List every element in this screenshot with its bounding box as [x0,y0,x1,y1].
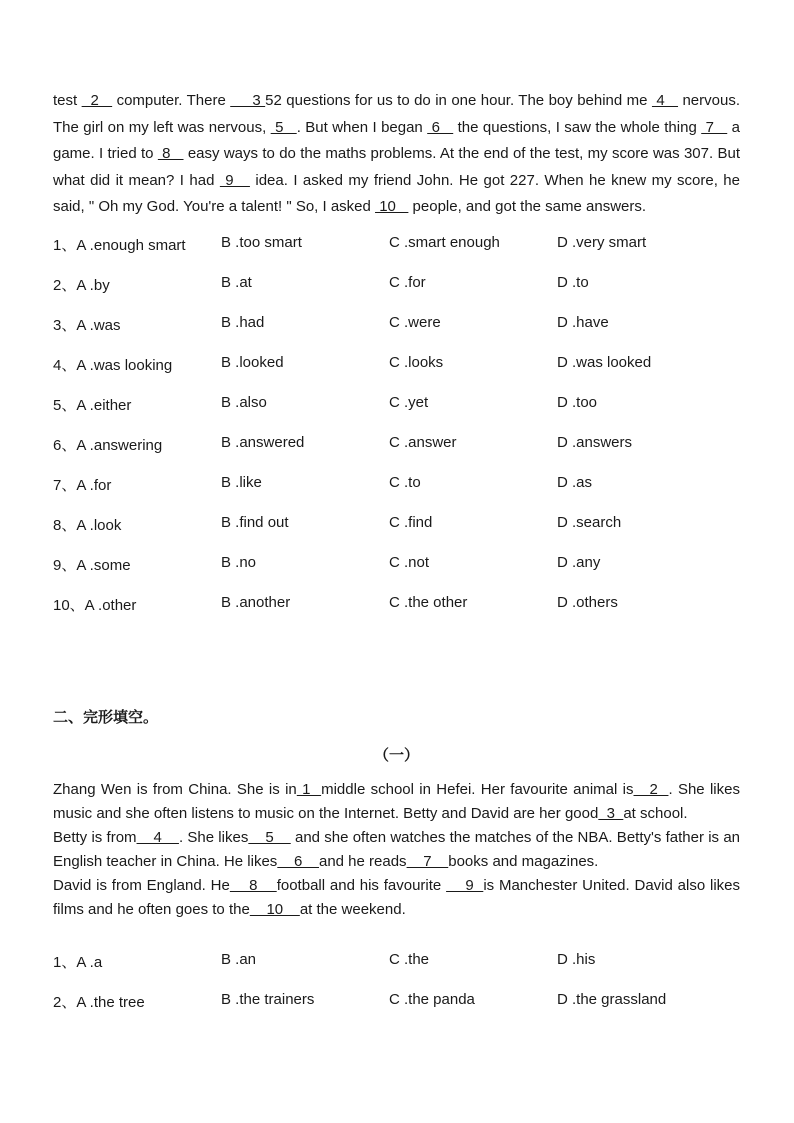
blank-10: 10 [375,198,409,215]
option-c: C .the panda [389,991,475,1008]
passage-text: . She likes [178,829,249,846]
option-c: C .looks [389,353,444,371]
section-title: 二、完形填空。 [53,708,159,726]
option-b: B .like [221,473,262,491]
option-a: 9、A .some [53,556,131,574]
passage-text: computer. There [112,92,231,109]
passage-text: and she often watches the matches of the NBA. Betty's father is an English teacher in China. He likes [53,829,741,870]
blank-9: 9 [219,171,250,189]
option-c: C .for [389,273,426,291]
paragraph [53,874,740,922]
option-b: B .also [221,393,267,411]
blank-8: 8 [157,145,184,162]
option-a: 2、A .the tree [53,994,145,1011]
option-a: 1、A .enough smart [53,236,186,254]
option-a: 1、A .a [53,954,103,971]
blank-7: 7 [701,118,728,136]
passage-text: 52 questions for us to do in one hour. The boy behind me [265,92,652,109]
option-c: C .not [389,553,430,571]
passage-text: and he reads [318,853,407,870]
worksheet-page [53,88,741,1011]
option-b: B .another [221,593,291,611]
question-row [53,951,740,991]
option-c: C .yet [389,393,429,411]
passage-text: is Manchester United. David also likes films and he often goes to the [53,877,740,918]
blank-5: 5 [248,829,291,846]
option-d: D .the grassland [557,991,667,1008]
passage-text: . She likes music and she often listens to music on the Internet. Betty and David are her good [53,781,740,822]
option-d: D .others [557,593,618,611]
cloze-passage-2 [53,778,740,922]
passage-text: a game. I tried to [53,118,740,162]
passage-text: . But when I began [296,118,428,136]
passage-text: easy ways to do the maths problems. At the end of the test, my score was 307. But what did it mean? I had [53,145,740,189]
passage-text: football and his favourite [276,877,447,894]
question-row [53,314,740,354]
option-d: D .any [557,553,601,571]
question-row [53,594,740,634]
option-b: B .an [221,951,257,968]
option-b: B .at [221,273,252,291]
option-c: C .were [389,313,441,331]
passage-text: Zhang Wen is from China. She is in [53,781,297,798]
option-c: C .find [389,513,433,531]
option-a: 7、A .for [53,476,112,494]
option-b: B .answered [221,433,305,451]
blank-10: 10 [249,901,300,918]
option-d: D .answers [557,433,633,451]
blank-9: 9 [446,877,484,894]
paragraph [53,778,740,826]
cloze-passage-1 [53,88,740,221]
blank-8: 8 [229,877,277,894]
question-options-2 [53,951,740,1031]
blank-3: 3 [598,805,624,822]
option-a: 5、A .either [53,396,132,414]
blank-4: 4 [136,829,179,846]
option-d: D .have [557,313,609,331]
blank-7: 7 [406,853,449,870]
option-b: B .had [221,313,265,331]
question-row [53,434,740,474]
passage-text: David is from England. He [53,877,230,894]
option-c: C .smart enough [389,233,500,251]
option-b: B .find out [221,513,289,531]
option-d: D .his [557,951,596,968]
option-c: C .the other [389,593,468,611]
option-a: 2、A .by [53,276,110,294]
question-row [53,991,740,1031]
passage-text: idea. I asked my friend John. He got 227. When he knew my score, he said, " Oh my God. You're a talent! " So, I asked [53,171,740,215]
blank-6: 6 [427,118,454,136]
passage-text: people, and got the same answers. [408,198,647,215]
question-row [53,274,740,314]
blank-2: 2 [81,92,113,109]
option-d: D .very smart [557,233,647,251]
question-row [53,514,740,554]
paragraph [53,826,740,874]
question-row [53,354,740,394]
option-a: 3、A .was [53,316,121,334]
blank-2: 2 [633,781,669,798]
option-a: 8、A .look [53,516,122,534]
option-b: B .too smart [221,233,302,251]
question-row [53,394,740,434]
blank-5: 5 [270,118,297,136]
option-c: C .answer [389,433,457,451]
passage-text: nervous. The girl on my left was nervous, [53,92,740,136]
passage-text: at school. [623,805,688,822]
passage-text: the questions, I saw the whole thing [453,118,702,136]
passage-text: middle school in Hefei. Her favourite animal is [321,781,634,798]
option-c: C .to [389,473,421,491]
option-b: B .the trainers [221,991,315,1008]
option-b: B .no [221,553,257,571]
passage-text: test [53,92,82,109]
question-row [53,234,740,274]
option-a: 4、A .was looking [53,356,173,374]
question-options-1 [53,234,740,634]
option-a: 10、A .other [53,596,137,614]
question-row [53,554,740,594]
blank-1: 1 [296,781,322,798]
blank-3: 3 [230,92,266,109]
passage-text: Betty is from [53,829,137,846]
question-row [53,474,740,514]
option-c: C .the [389,951,430,968]
option-d: D .was looked [557,353,652,371]
option-d: D .too [557,393,598,411]
option-d: D .as [557,473,593,491]
option-d: D .to [557,273,589,291]
option-a: 6、A .answering [53,436,163,454]
blank-4: 4 [651,92,679,109]
section-subtitle: （一） [373,746,419,764]
passage-text: books and magazines. [448,853,599,870]
option-b: B .looked [221,353,284,371]
blank-6: 6 [277,853,319,870]
option-d: D .search [557,513,622,531]
passage-text: at the weekend. [299,901,406,918]
